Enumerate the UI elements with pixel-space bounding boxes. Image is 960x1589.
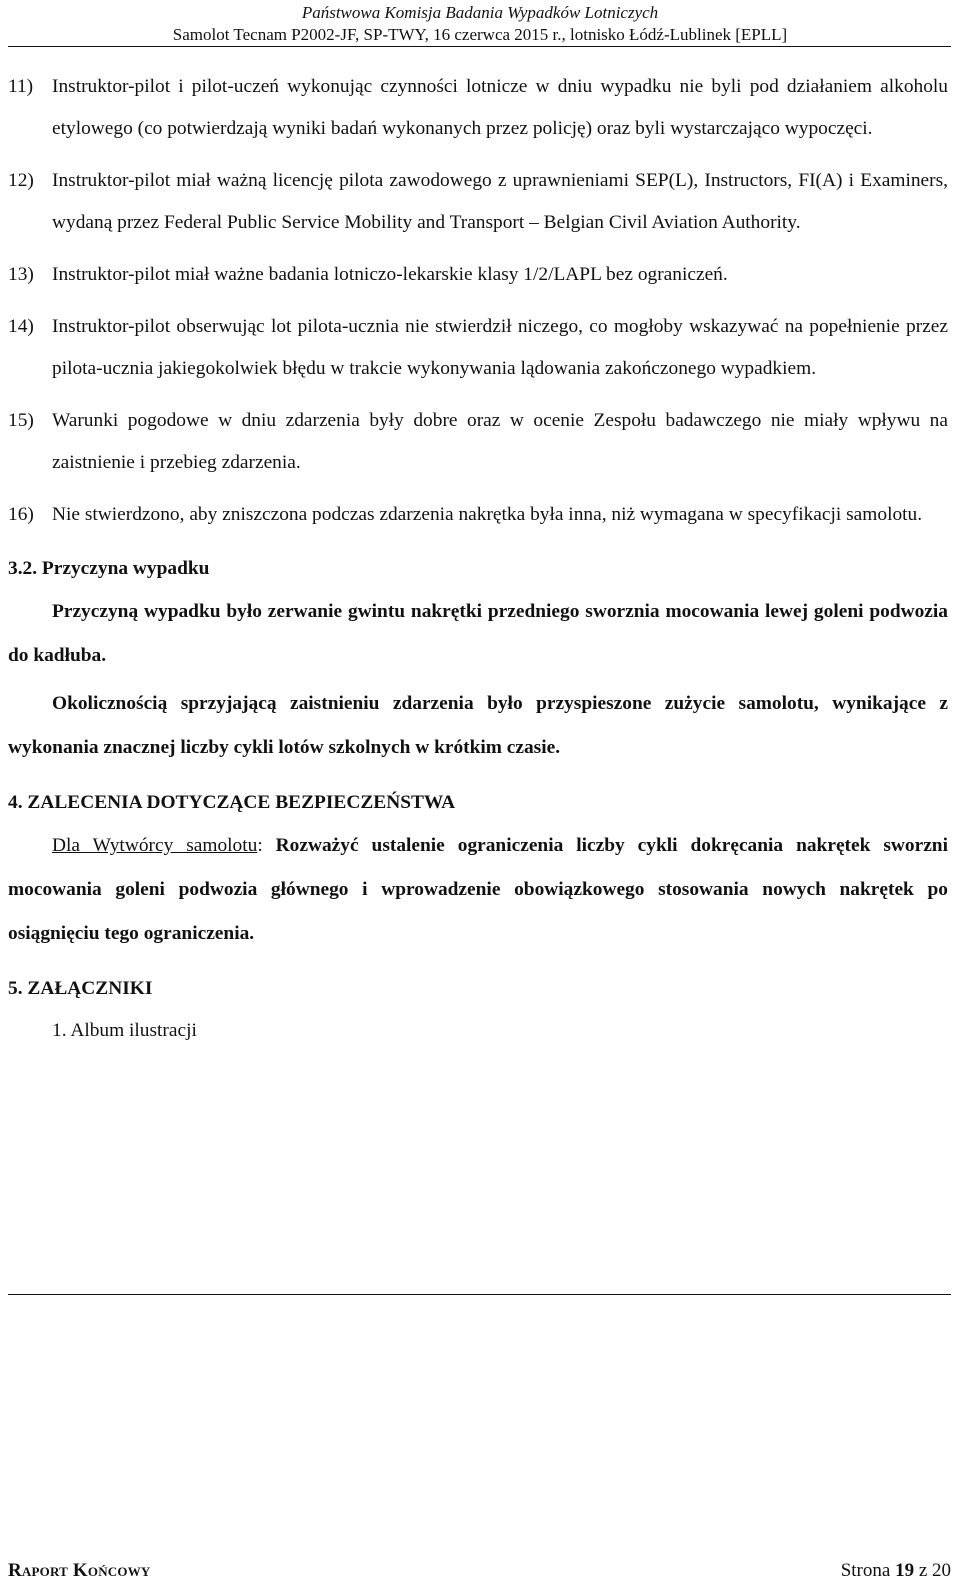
finding-item — [8, 254, 948, 296]
finding-number: 13) — [8, 264, 34, 285]
finding-text: Nie stwierdzono, aby zniszczona podczas zdarzenia nakrętka była inna, niż wymagana w specyfikacji samolotu. — [52, 504, 923, 525]
finding-text: Warunki pogodowe w dniu zdarzenia były dobre oraz w ocenie Zespołu badawczego nie miały wpływu na zaistnienie i przebieg zdarzenia. — [52, 410, 948, 473]
attachments-heading: 5. ZAŁĄCZNIKI — [8, 978, 153, 999]
finding-number: 16) — [8, 504, 34, 525]
circumstance-statement: Okolicznością sprzyjającą zaistnieniu zdarzenia było przyspieszone zużycie samolotu, wynikające z wykonania znacznej liczby cykli lotów szkolnych w krótkim czasie. — [8, 693, 948, 758]
recommendation-separator: : — [257, 835, 276, 856]
finding-number: 15) — [8, 410, 34, 431]
finding-item — [8, 160, 948, 244]
finding-item — [8, 494, 948, 536]
finding-text: Instruktor-pilot miał ważne badania lotniczo-lekarskie klasy 1/2/LAPL bez ograniczeń. — [52, 264, 728, 285]
finding-text: Instruktor-pilot miał ważną licencję pilota zawodowego z uprawnieniami SEP(L), Instructors, FI(A) i Examiners, wydaną przez Federal Public Service Mobility and Transport – Belgian Civil Aviation Authority. — [52, 170, 948, 233]
cause-heading: 3.2. Przyczyna wypadku — [8, 558, 210, 579]
recommendation-text: Rozważyć ustalenie ograniczenia liczby cykli dokręcania nakrętek sworzni mocowania goleni podwozia głównego i wprowadzenie obowiązkowego stosowania nowych nakrętek po osiągnięciu tego ograniczenia. — [8, 835, 948, 944]
header-divider — [8, 46, 951, 47]
cause-statement: Przyczyną wypadku było zerwanie gwintu nakrętki przedniego sworznia mocowania lewej goleni podwozia do kadłuba. — [8, 601, 948, 666]
header-organization: Państwowa Komisja Badania Wypadków Lotniczych — [301, 3, 659, 22]
header-case-title: Samolot Tecnam P2002-JF, SP-TWY, 16 czerwca 2015 r., lotnisko Łódź-Lublinek [EPLL] — [172, 25, 788, 44]
recommendation-addressee: Dla Wytwórcy samolotu — [52, 835, 258, 856]
page-separator: z — [918, 1560, 928, 1581]
finding-text: Instruktor-pilot i pilot-uczeń wykonując czynności lotnicze w dniu wypadku nie byli pod działaniem alkoholu etylowego (co potwierdzają wyniki badań wykonanych przez policję) oraz byli wystarczająco wypoczęci. — [52, 76, 948, 139]
finding-number: 12) — [8, 170, 34, 191]
finding-number: 11) — [8, 76, 34, 97]
page-prefix: Strona — [840, 1560, 891, 1581]
finding-item — [8, 66, 948, 150]
attachment-item: 1. Album ilustracji — [52, 1020, 197, 1041]
page-total: 20 — [932, 1560, 951, 1581]
page-counter — [841, 1560, 951, 1582]
page-header — [0, 0, 960, 46]
finding-number: 14) — [8, 316, 34, 337]
finding-item — [8, 306, 948, 390]
footer-divider — [8, 1294, 951, 1295]
recommendations-heading: 4. ZALECENIA DOTYCZĄCE BEZPIECZEŃSTWA — [8, 792, 456, 813]
finding-text: Instruktor-pilot obserwując lot pilota-ucznia nie stwierdził niczego, co mogłoby wskazywać na popełnienie przez pilota-ucznia jakiegokolwiek błędu w trakcie wykonywania lądowania zakończonego wypadkiem. — [52, 316, 948, 379]
recommendation-paragraph — [8, 824, 948, 956]
footer-report-title: Raport Końcowy — [8, 1560, 151, 1581]
page-body — [8, 66, 948, 1052]
finding-item — [8, 400, 948, 484]
page-footer — [8, 1560, 951, 1584]
page-number: 19 — [895, 1560, 915, 1581]
